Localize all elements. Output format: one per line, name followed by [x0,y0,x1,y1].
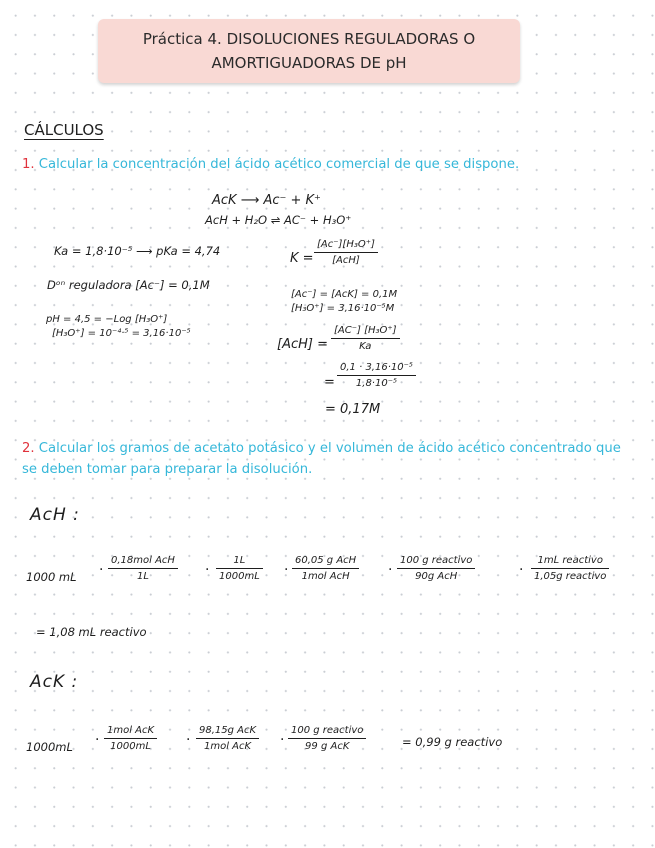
ach-numerator: [AC⁻] [H₃O⁺] [334,325,397,336]
ack-factor-2 [196,725,259,752]
k-numerator: [Ac⁻][H₃O⁺] [317,239,375,250]
question-2-number: 2. [22,441,35,456]
equals-sign: = [324,375,335,390]
multiply-dot: · [99,562,104,578]
title-line-2: AMORTIGUADORAS DE pH [211,54,407,72]
substitution-denominator: 1,8·10⁻⁵ [355,378,397,389]
ach-factor-5 [531,555,609,582]
multiply-dot: · [388,562,393,578]
ack-factor-3 [288,725,366,752]
ack-header: AcK : [30,672,79,692]
multiply-dot: · [186,732,191,748]
ack-factor-2-numerator: 98,15g AcK [199,725,257,736]
ach-factor-5-numerator: 1mL reactivo [537,555,603,566]
ach-factor-3 [292,555,359,582]
question-1 [22,154,622,175]
ach-factor-2 [216,555,263,582]
title-banner [98,19,520,83]
ach-factor-2-denominator: 1000mL [219,571,260,582]
title-line-1: Práctica 4. DISOLUCIONES REGULADORAS O [142,30,476,48]
equation-dissociation-ack: AcK ⟶ Ac⁻ + K⁺ [212,193,321,208]
question-2-text: Calcular los gramos de acetato potásico y el volumen de ácido acético concentrado que se deben tomar para preparar la disolución. [22,441,621,477]
ack-factor-1-denominator: 1000mL [110,741,151,752]
ack-factor-3-numerator: 100 g reactivo [291,725,364,736]
h3o-calculation: [H₃O⁺] = 10⁻⁴·⁵ = 3,16·10⁻⁵ [52,328,191,339]
multiply-dot: · [284,562,289,578]
ack-result: = 0,99 g reactivo [402,735,503,749]
ach-start-volume: 1000 mL [26,570,77,584]
ach-factor-1-numerator: 0,18mol AcH [111,555,175,566]
ach-label: [AcH] = [277,337,328,352]
ach-factor-3-numerator: 60,05 g AcH [295,555,357,566]
question-1-text: Calcular la concentración del ácido acético comercial de que se dispone. [34,157,520,172]
substitution-fraction [337,362,416,389]
ach-factor-1-denominator: 1L [137,571,149,582]
ack-factor-1-numerator: 1mol AcK [107,725,155,736]
equation-equilibrium-ach: AcH + H₂O ⇌ AC⁻ + H₃O⁺ [205,213,352,227]
result-ach-concentration: = 0,17M [325,402,381,417]
multiply-dot: · [95,732,100,748]
k-expression [314,239,378,266]
h3o-concentration: [H₃O⁺] = 3,16·10⁻⁵M [291,303,395,314]
ach-result: = 1,08 mL reactivo [36,625,147,639]
ach-factor-2-numerator: 1L [233,555,246,566]
ach-factor-3-denominator: 1mol AcH [301,571,350,582]
ack-factor-3-denominator: 99 g AcK [305,741,350,752]
question-2 [22,438,622,480]
ach-factor-4-numerator: 100 g reactivo [400,555,473,566]
multiply-dot: · [280,732,285,748]
ach-denominator: Ka [359,341,372,352]
acetate-concentration: [Ac⁻] = [AcK] = 0,1M [291,289,398,300]
k-denominator: [AcH] [332,255,360,266]
ach-header: AcH : [30,505,80,525]
ach-factor-4 [397,555,475,582]
ach-factor-4-denominator: 90g AcH [415,571,458,582]
ach-factor-5-denominator: 1,05g reactivo [534,571,607,582]
question-1-number: 1. [22,157,35,172]
ach-expression [331,325,400,352]
substitution-numerator: 0,1 · 3,16·10⁻⁵ [340,362,413,373]
ach-factor-1 [108,555,178,582]
ack-start-volume: 1000mL [26,740,73,754]
ka-value: Ka = 1,8·10⁻⁵ ⟶ pKa = 4,74 [54,244,221,258]
multiply-dot: · [205,562,210,578]
buffer-concentration: Dᵒⁿ reguladora [Ac⁻] = 0,1M [47,278,210,292]
ph-equation: pH = 4,5 = −Log [H₃O⁺] [46,314,168,325]
ack-factor-1 [104,725,157,752]
k-label: K = [290,251,314,266]
multiply-dot: · [519,562,524,578]
ack-factor-2-denominator: 1mol AcK [203,741,252,752]
section-heading: CÁLCULOS [24,121,104,139]
